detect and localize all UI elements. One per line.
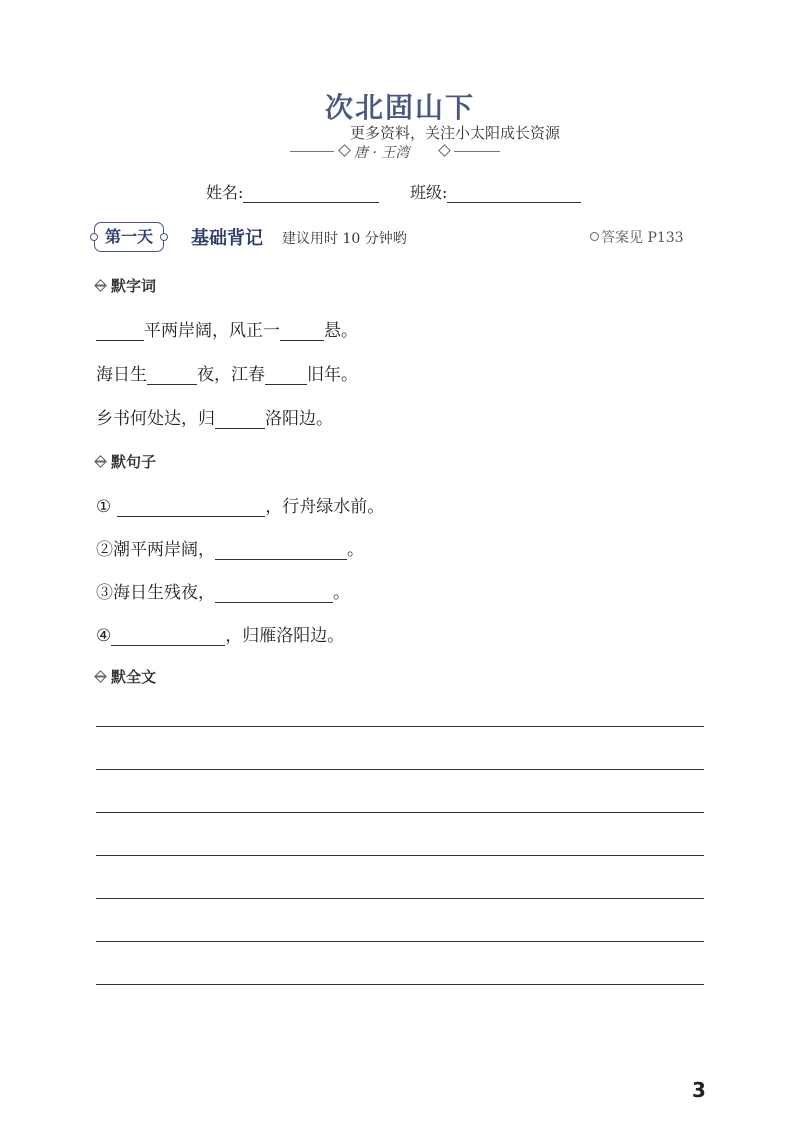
section-words <box>94 275 156 296</box>
section-sentences-label: 默句子 <box>111 453 157 471</box>
sentence-number: ① <box>96 497 112 517</box>
day-badge: 第一天 <box>94 222 164 252</box>
author: 唐 · 王湾 <box>354 145 410 161</box>
word-text: 乡书何处达，归 <box>96 409 215 429</box>
diamond-left-icon <box>338 144 351 157</box>
word-text: 海日生 <box>96 365 147 385</box>
fill-blank[interactable] <box>117 499 265 517</box>
sentence-line-1 <box>96 492 384 517</box>
writing-line[interactable] <box>96 941 704 942</box>
author-row <box>290 142 500 162</box>
fill-blank[interactable] <box>111 628 225 646</box>
sentence-text: 海日生残夜， <box>113 583 215 603</box>
section-words-label: 默字词 <box>111 277 157 295</box>
section-fulltext <box>94 666 156 687</box>
writing-line[interactable] <box>96 855 704 856</box>
diamond-bullet-icon <box>94 279 107 292</box>
diamond-bullet-icon <box>94 455 107 468</box>
name-field <box>206 180 379 203</box>
word-line-1 <box>96 316 358 341</box>
name-blank[interactable] <box>243 185 379 203</box>
sentence-text: 。 <box>333 583 350 603</box>
word-text: 平两岸阔，风正一 <box>144 321 280 341</box>
sentence-text: 。 <box>347 540 364 560</box>
writing-line[interactable] <box>96 769 704 770</box>
writing-line[interactable] <box>96 812 704 813</box>
sentence-text: ，归雁洛阳边。 <box>225 626 345 646</box>
sentence-text: ，行舟绿水前。 <box>265 497 385 517</box>
word-text: 悬。 <box>324 321 358 341</box>
divider-left <box>290 151 334 152</box>
sentence-number: ② <box>96 540 113 560</box>
answer-text: 答案见 P133 <box>601 230 684 246</box>
writing-line[interactable] <box>96 898 704 899</box>
sentence-number: ③ <box>96 583 113 603</box>
divider-right <box>454 151 500 152</box>
sentence-line-4 <box>96 621 344 646</box>
answer-ref <box>590 227 684 247</box>
sentence-line-2 <box>96 535 364 560</box>
page-number: 3 <box>692 1078 706 1102</box>
word-line-2 <box>96 360 358 385</box>
fill-blank[interactable] <box>215 411 265 429</box>
fill-blank[interactable] <box>147 367 197 385</box>
word-line-3 <box>96 404 333 429</box>
diamond-right-icon <box>438 144 451 157</box>
fill-blank[interactable] <box>215 542 347 560</box>
fill-blank[interactable] <box>265 367 307 385</box>
word-text: 洛阳边。 <box>265 409 333 429</box>
sentence-line-3 <box>96 578 350 603</box>
basic-heading: 基础背记 <box>191 228 263 249</box>
diamond-bullet-icon <box>94 670 107 683</box>
promo-text: 更多资料，关注小太阳成长资源 <box>350 124 561 142</box>
writing-line[interactable] <box>96 726 704 727</box>
suggest-time: 建议用时 10 分钟哟 <box>282 231 407 247</box>
word-text: 旧年。 <box>307 365 358 385</box>
writing-line[interactable] <box>96 984 704 985</box>
word-text: 夜，江春 <box>197 365 265 385</box>
class-field <box>410 180 581 203</box>
fill-blank[interactable] <box>96 323 144 341</box>
fill-blank[interactable] <box>280 323 324 341</box>
section-fulltext-label: 默全文 <box>111 668 157 686</box>
class-blank[interactable] <box>447 185 581 203</box>
sentence-number: ④ <box>96 626 112 646</box>
sentence-text: 潮平两岸阔， <box>113 540 215 560</box>
name-label: 姓名: <box>206 183 244 202</box>
poem-title: 次北固山下 <box>324 91 475 124</box>
key-icon <box>590 232 599 241</box>
section-sentences <box>94 451 156 472</box>
class-label: 班级: <box>410 183 448 202</box>
fill-blank[interactable] <box>215 585 333 603</box>
